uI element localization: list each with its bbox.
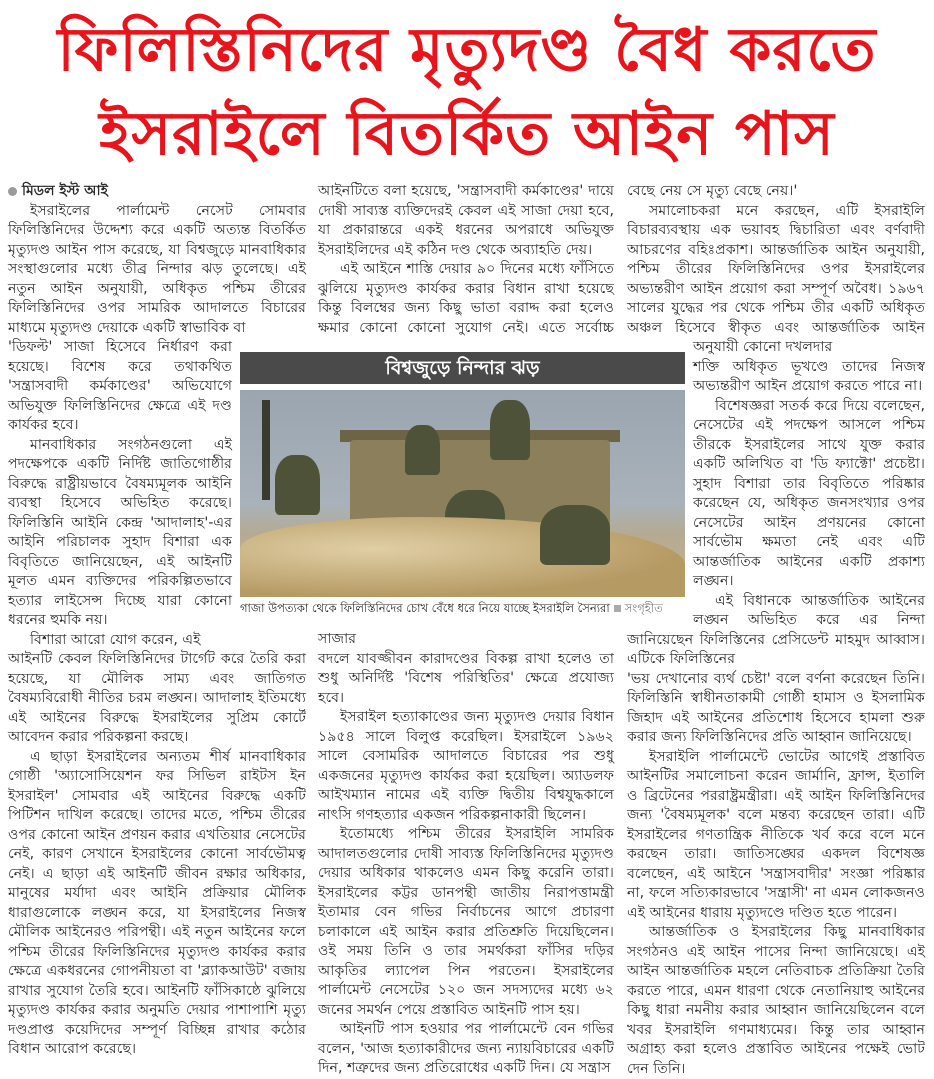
photo-title: বিশ্বজুড়ে নিন্দার ঝড় — [240, 352, 685, 384]
photo-sand — [240, 517, 685, 597]
paragraph: বিশেষজ্ঞরা সতর্ক করে দিয়ে বলেছেন, নেসেটের এই পদক্ষেপ আসলে পশ্চিম তীরকে ইসরাইলের সাথে যুক্ত করার একটি অলিখিত বা 'ডি ফ্যাক্টো' প্রচেষ্টা। সুহাদ বিশারা তার বিবৃতিতে পরিষ্কার করেছেন যে, অধিকৃত জনসংখ্যার ওপর নেসেটের আইন প্রণয়নের কোনো সার্বভৌম ক্ষমতা নেই এবং এটি আন্তর্জাতিক আইনের একটি প্রকাশ্য লঙ্ঘন। — [693, 397, 925, 589]
photo-soldier — [540, 505, 610, 565]
news-photo — [240, 390, 685, 597]
photo-pole — [262, 400, 270, 500]
column-3 — [624, 182, 925, 1079]
paragraph: আইনটিতে বলা হয়েছে, 'সন্ত্রাসবাদী কর্মকাণ্ডের' দায়ে দোষী সাব্যস্ত ব্যক্তিদেরই কেবল এই সাজা দেয়া হবে, যা প্রকারান্তরে একই ধরনের অপরাধে অভিযুক্ত ইসরাইলিদের এই কঠিন দণ্ড থেকে অব্যাহতি দেয়। — [318, 183, 614, 258]
photo-credit: সংগৃহীত — [624, 601, 663, 615]
column-1 — [8, 182, 306, 1060]
paragraph: ইসরাইল হত্যাকাণ্ডের জন্য মৃত্যুদণ্ড দেয়ার বিধান ১৯৫৪ সালে বিলুপ্ত করেছিল। ইসরাইলে ১৯৬২ সালে বেসামরিক আদালতে বিচারের পর শুধু একজনের মৃত্যুদণ্ড কার্যকর করা হয়েছিল। অ্যাডলফ আইখম্যান নামের এই ব্যক্তি দ্বিতীয় বিশ্বযুদ্ধকালে নাৎসি গণহত্যার একজন পরিকল্পনাকারী ছিলেন। — [318, 709, 614, 823]
paragraph: বিশারা আরো যোগ করেন, এই — [30, 631, 201, 648]
paragraph: এই বিধানকে আন্তর্জাতিক আইনের লঙ্ঘন অভিহিত করে এর নিন্দা জানিয়েছেন ফিলিস্তিনের প্রেসিডেন্ট মাহমুদ আব্বাস। এটিকে ফিলিস্তিনের — [627, 592, 925, 667]
paragraph: ইসরাইলি পার্লামেন্টে ভোটের আগেই প্রস্তাবিত আইনটির সমালোচনা করেন জার্মানি, ফ্রান্স, ইতালি ও ব্রিটেনের পররাষ্ট্রমন্ত্রীরা। এই আইন ফিলিস্তিনিদের জন্য 'বৈষম্যমূলক' বলে মন্তব্য করেছেন তারা। এটি ইসরাইলের গণতান্ত্রিক নীতিকে খর্ব করে বলে মনে করছেন তারা। জাতিসঙ্ঘের একদল বিশেষজ্ঞ বলেছেন, এই আইনে 'সন্ত্রাসবাদীর' সংজ্ঞা পরিষ্কার না, ফলে সত্যিকারভাবে 'সন্ত্রাসী' না এমন লোকজনও এই আইনের ধারায় মৃত্যুদণ্ডে দণ্ডিত হতে পারেন। — [627, 748, 925, 921]
photo-soldier — [490, 400, 530, 460]
paragraph: ইতোমধ্যে পশ্চিম তীরের ইসরাইলি সামরিক আদালতগুলোর দোষী সাব্যস্ত ফিলিস্তিনিদের মৃত্যুদণ্ড দেয়ার অধিকার থাকলেও এমন কিছু করেনি তারা। ইসরাইলের কট্টর ডানপন্থী জাতীয় নিরাপত্তামন্ত্রী ইতামার বেন গভির নির্বাচনের আগে প্রচারণা চলাকালে এই আইন করার প্রতিশ্রুতি দিয়েছিলেন। ওই সময় তিনি ও তার সমর্থকরা ফাঁসির দড়ির আকৃতির ল্যাপেল পিন পরতেন। ইসরাইলের পার্লামেন্ট নেসেটের ১২০ জন সদস্যদের মধ্যে ৬২ জনের সমর্থন পেয়ে প্রস্তাবিত আইনটি পাস হয়। — [318, 826, 614, 1018]
headline-line-1: ফিলিস্তিনিদের মৃত্যুদণ্ড বৈধ করতে — [57, 15, 877, 85]
photo-caption — [240, 600, 685, 616]
column-2 — [318, 182, 614, 1079]
headline-line-2: ইসরাইলে বিতর্কিত আইন পাস — [99, 99, 835, 169]
paragraph: আইনটি পাস হওয়ার পর পার্লামেন্টে বেন গভির বলেন, 'আজ হত্যাকারীদের জন্য ন্যায়বিচারের একটি দিন, শত্রুদের জন্য প্রতিরোধের একটি দিন। যে সন্ত্রাস — [318, 1021, 614, 1076]
paragraph: আন্তর্জাতিক ও ইসরাইলের কিছু মানবাধিকার সংগঠনও এই আইন পাসের নিন্দা জানিয়েছে। এই আইন আন্তর্জাতিক মহলে নেতিবাচক প্রতিক্রিয়া তৈরি করতে পারে, এমন ধারণা থেকে নেতানিয়াহু আইনের কিছু ধারা নমনীয় করার আহ্বান জানিয়েছিলেন বলে খবর ইসরাইলি গণমাধ্যমের। কিন্তু তার আহ্বান অগ্রাহ্য করা হলেও প্রস্তাবিত আইনের পক্ষেই ভোট দেন তিনি। — [627, 924, 925, 1077]
byline — [8, 182, 306, 202]
paragraph: শক্তি অধিকৃত ভূখণ্ডে তাদের নিজস্ব অভ্যন্তরীণ আইন প্রয়োগ করতে পারে না। — [693, 358, 925, 394]
header — [0, 0, 934, 182]
paragraph: এ ছাড়া ইসরাইলের অন্যতম শীর্ষ মানবাধিকার গোষ্ঠী 'অ্যাসোসিয়েশন ফর সিভিল রাইটস ইন ইসরাইল' সোমবার এই আইনের বিরুদ্ধে একটি পিটিশন দাখিল করেছে। তাদের মতে, পশ্চিম তীরের ওপর কোনো আইন প্রণয়ন করার এখতিয়ার নেসেটের নেই, কারণ সেখানে ইসরাইলের কোনো সার্বভৌমত্ব নেই। এ ছাড়া এই আইনটি জীবন রক্ষার অধিকার, মানুষের মর্যাদা এবং আইনি প্রক্রিয়ার মৌলিক ধারাগুলোকে লঙ্ঘন করে, যা ইসরাইলের নিজস্ব মৌলিক আইনেরও পরিপন্থী। এই নতুন আইনের ফলে পশ্চিম তীরের ফিলিস্তিনিদের মৃত্যুদণ্ড কার্যকর করার ক্ষেত্রে একধরনের গোপনীয়তা বা 'ব্ল্যাকআউট' বজায় রাখার সুযোগ তৈরি হবে। আইনটি ফাঁসিকাষ্ঠে ঝুলিয়ে মৃত্যুদণ্ড কার্যকর করার অনুমতি দেয়ার পাশাপাশি মৃত্যু দণ্ডপ্রাপ্ত কয়েদিদের সম্পূর্ণ বিচ্ছিন্ন রাখার কঠোর বিধান আরোপ করেছে। — [8, 748, 306, 1057]
paragraph: 'ডিফল্ট' সাজা হিসেবে নির্ধারণ করা হয়েছে। বিশেষ করে তথাকথিত 'সন্ত্রাসবাদী কর্মকাণ্ডের' অভিযোগে অভিযুক্ত ফিলিস্তিনিদের ক্ষেত্রে এই দণ্ড কার্যকর হবে। — [8, 339, 232, 433]
paragraph: বদলে যাবজ্জীবন কারাদণ্ডের বিকল্প রাখা হলেও তা শুধু অনির্দিষ্ট 'বিশেষ পরিস্থিতির' ক্ষেত্রে প্রযোজ্য হবে। — [318, 650, 614, 706]
paragraph: সমালোচকরা মনে করছেন, এটি ইসরাইলি বিচারব্যবস্থায় এক ভয়াবহ দ্বিচারিতা এবং বর্ণবাদী আচরণের বহিঃপ্রকাশ। আন্তর্জাতিক আইন অনুযায়ী, পশ্চিম তীরের ফিলিস্তিনিদের ওপর ইসরাইলের অভ্যন্তরীণ আইন প্রয়োগ করা সম্পূর্ণ অবৈধ। ১৯৬৭ সালের যুদ্ধের পর থেকে পশ্চিম তীর একটি অধিকৃত অঞ্চল হিসেবে স্বীকৃত এবং আন্তর্জাতিক আইন অনুযায়ী কোনো দখলদার — [627, 202, 925, 355]
article-body — [0, 182, 934, 1079]
paragraph: আইনটি কেবল ফিলিস্তিনিদের টার্গেট করে তৈরি করা হয়েছে, যা মৌলিক সাম্য এবং জাতিগত বৈষম্যবিরোধী নীতির চরম লঙ্ঘন। আদালাহ ইতিমধ্যে এই আইনের বিরুদ্ধে ইসরাইলের সুপ্রিম কোর্টে আবেদন করার পরিকল্পনা করছে। — [8, 651, 306, 745]
byline-text: মিডল ইস্ট আই — [22, 183, 108, 199]
paragraph: মানবাধিকার সংগঠনগুলো এই পদক্ষেপকে একটি নির্দিষ্ট জাতিগোষ্ঠীর বিরুদ্ধে রাষ্ট্রীয়ভাবে বৈষম্যমূলক আইনি ব্যবস্থা হিসেবে অভিহিত করেছে। ফিলিস্তিনি আইনি কেন্দ্র 'আদালাহ'-এর আইনি পরিচালক সুহাদ বিশারা এক বিবৃতিতে জানিয়েছেন, এই আইনটি মূলত এমন ব্যক্তিদের পরিকল্পিতভাবে হত্যার লাইসেন্স দিচ্ছে যারা কোনো ধরনের হুমকি নয়। — [8, 436, 232, 628]
paragraph: এই আইনে শাস্তি দেয়ার ৯০ দিনের মধ্যে ফাঁসিতে ঝুলিয়ে মৃত্যুদণ্ড কার্যকর করার বিধান রাখা হয়েছে কিন্তু বিলম্বের জন্য কিছু ভাতা বরাদ্দ করা হলেও ক্ষমার কোনো কোনো সুযোগ নেই। এতে সর্বোচ্চ সাজার — [318, 261, 614, 647]
photo-soldier — [275, 455, 320, 515]
bullet-icon — [8, 187, 17, 196]
paragraph: ইসরাইলের পার্লামেন্ট নেসেট সোমবার ফিলিস্তিনিদের উদ্দেশ্য করে একটি অত্যন্ত বিতর্কিত মৃত্যুদণ্ড আইন পাস করেছে, যা বিশ্বজুড়ে মানবাধিকার সংস্থাগুলোর মধ্যে তীব্র নিন্দার ঝড় তুলেছে। এই নতুন আইন অনুযায়ী, অধিকৃত পশ্চিম তীরের ফিলিস্তিনিদের ওপর সামরিক আদালতে বিচারের মাধ্যমে মৃত্যুদণ্ড দেয়াকে একটি স্বাভাবিক বা — [8, 202, 306, 336]
paragraph: 'ভয় দেখানোর ব্যর্থ চেষ্টা' বলে বর্ণনা করেছেন তিনি। ফিলিস্তিনি স্বাধীনতাকামী গোষ্ঠী হামাস ও ইসলামিক জিহাদ এই আইনের প্রতিশোধ হিসেবে হামলা শুরু করার জন্য ফিলিস্তিনিদের প্রতি আহ্বান জানিয়েছে। — [627, 670, 925, 745]
square-bullet-icon — [614, 605, 621, 612]
caption-text: গাজা উপত্যকা থেকে ফিলিস্তিনিদের চোখ বেঁধে ধরে নিয়ে যাচ্ছে ইসরাইলি সৈন্যরা — [240, 601, 610, 615]
paragraph: বেছে নেয় সে মৃত্যু বেছে নেয়।' — [627, 183, 798, 199]
photo-soldier — [405, 425, 440, 475]
photo-block — [240, 352, 685, 597]
